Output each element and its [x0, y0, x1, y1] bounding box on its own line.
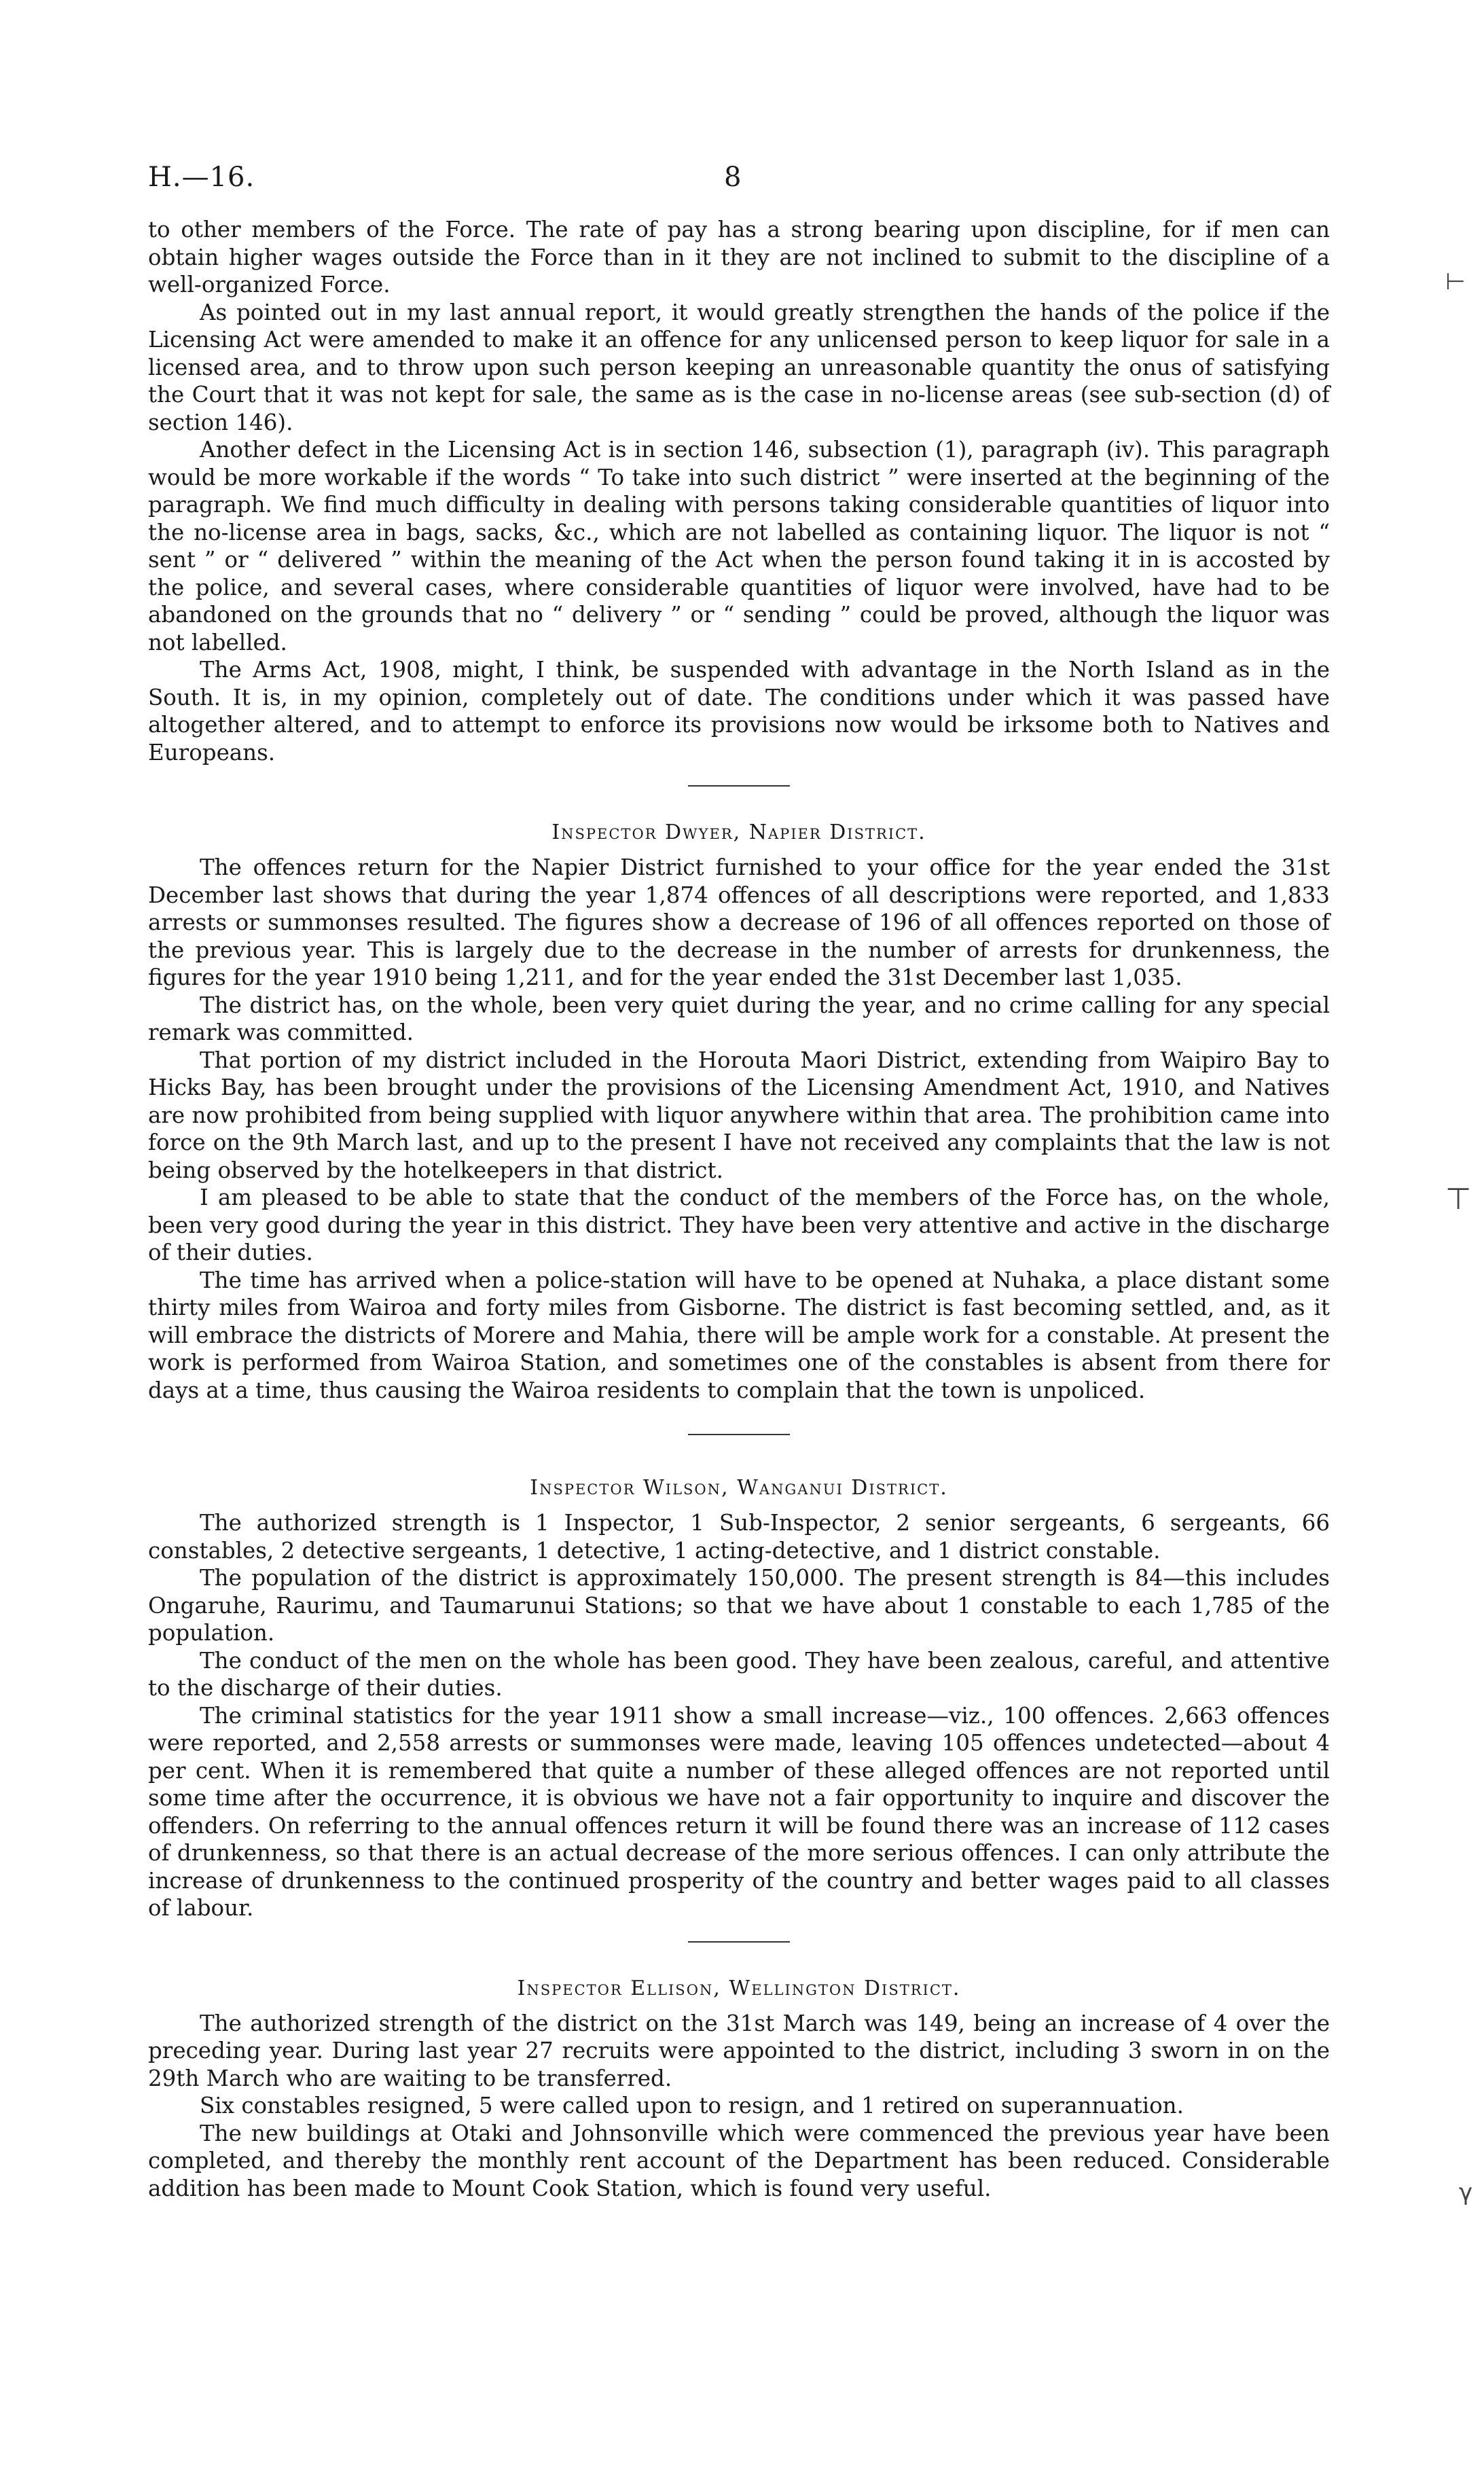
- binding-mark-icon: ⊤: [1445, 1182, 1472, 1216]
- binding-mark-icon: ⊢: [1445, 268, 1466, 295]
- section-napier: [148, 820, 1330, 1404]
- document-page: [148, 162, 1330, 2202]
- paragraph: The population of the district is approximately 150,000. The present strength is 84—this includes Ongaruhe, Raurimu, and Taumarunui Stations; so that we have about 1 constable to each 1,785 of the population.: [148, 1565, 1330, 1646]
- paragraph: The district has, on the whole, been very quiet during the year, and no crime calling for any special remark was committed.: [148, 992, 1330, 1045]
- section-wanganui: [148, 1476, 1330, 1922]
- paragraph: The new buildings at Otaki and Johnsonville which were commenced the previous year have been completed, and thereby the monthly rent account of the Department has been reduced. Considerable addition has been made to Mount Cook Station, which is found very useful.: [148, 2120, 1330, 2201]
- section-heading: Inspector Wilson, Wanganui District.: [530, 1476, 948, 1500]
- paragraph: Another defect in the Licensing Act is in section 146, subsection (1), paragraph (iv). This paragraph would be more workable if the words “ To take into such district ” were inserted at the beginning of the paragraph. We find much difficulty in dealing with persons taking considerable quantities of liquor into the no-license area in bags, sacks, &c., which are not labelled as containing liquor. The liquor is not “ sent ” or “ delivered ” within the meaning of the Act when the person found taking it in is accosted by the police, and several cases, where considerable quantities of liquor were involved, have had to be abandoned on the grounds that no “ delivery ” or “ sending ” could be proved, although the liquor was not labelled.: [148, 437, 1330, 655]
- paragraph: The conduct of the men on the whole has been good. They have been zealous, careful, and attentive to the discharge of their duties.: [148, 1647, 1330, 1701]
- page-number: 8: [724, 162, 742, 193]
- binding-mark-icon: γ: [1459, 2179, 1473, 2206]
- paragraph: The criminal statistics for the year 1911 show a small increase—viz., 100 offences. 2,663 offences were reported, and 2,558 arrests or summonses were made, leaving 105 offences undetected—about 4 per cent. When it is remembered that quite a number of these alleged offences are not reported until some time after the occurrence, it is obvious we have not a fair opportunity to inquire and discover the offenders. On referring to the annual offences return it will be found there was an increase of 112 cases of drunkenness, so that there is an actual decrease of the more serious offences. I can only attribute the increase of drunkenness to the continued prosperity of the country and better wages paid to all classes of labour.: [148, 1702, 1330, 1921]
- paragraph: The authorized strength is 1 Inspector, 1 Sub-Inspector, 2 senior sergeants, 6 sergeants, 66 constables, 2 detective sergeants, 1 detective, 1 acting-detective, and 1 district constable.: [148, 1510, 1330, 1564]
- section-heading: Inspector Dwyer, Napier District.: [551, 820, 926, 844]
- paragraph: I am pleased to be able to state that the conduct of the members of the Force has, on the whole, been very good during the year in this district. They have been very attentive and active in the discharge of their duties.: [148, 1185, 1330, 1265]
- paragraph: Six constables resigned, 5 were called upon to resign, and 1 retired on superannuation.: [200, 2093, 1184, 2118]
- paragraph: to other members of the Force. The rate of pay has a strong bearing upon discipline, for if men can obtain higher wages outside the Force than in it they are not inclined to submit to the discipline of a well-organized Force.: [148, 217, 1330, 297]
- section-wellington: [148, 1977, 1330, 2203]
- section-heading: Inspector Ellison, Wellington District.: [517, 1976, 961, 2000]
- section-continued: [148, 216, 1330, 766]
- paragraph: The Arms Act, 1908, might, I think, be suspended with advantage in the North Island as in the South. It is, in my opinion, completely out of date. The conditions under which it was passed have altogether altered, and to attempt to enforce its provisions now would be irksome both to Natives and Europeans.: [148, 657, 1330, 765]
- report-reference: H.—16.: [148, 162, 255, 193]
- paragraph: That portion of my district included in the Horouta Maori District, extending from Waipiro Bay to Hicks Bay, has been brought under the provisions of the Licensing Amendment Act, 1910, and Natives are now prohibited from being supplied with liquor anywhere within that area. The prohibition came into force on the 9th March last, and up to the present I have not received any complaints that the law is not being observed by the hotelkeepers in that district.: [148, 1047, 1330, 1183]
- paragraph: As pointed out in my last annual report, it would greatly strengthen the hands of the police if the Licensing Act were amended to make it an offence for any unlicensed person to keep liquor for sale in a licensed area, and to throw upon such person keeping an unreasonable quantity the onus of satisfying the Court that it was not kept for sale, the same as is the case in no-license areas (see sub-section (d) of section 146).: [148, 299, 1330, 435]
- paragraph: The offences return for the Napier District furnished to your office for the year ended the 31st December last shows that during the year 1,874 offences of all descriptions were reported, and 1,833 arrests or summonses resulted. The figures show a decrease of 196 of all offences reported on those of the previous year. This is largely due to the decrease in the number of arrests for drunkenness, the figures for the year 1910 being 1,211, and for the year ended the 31st December last 1,035.: [148, 854, 1330, 990]
- page-header: [148, 162, 1330, 216]
- paragraph: The authorized strength of the district on the 31st March was 149, being an increase of 4 over the preceding year. During last year 27 recruits were appointed to the district, including 3 sworn in on the 29th March who are waiting to be transferred.: [148, 2010, 1330, 2091]
- paragraph: The time has arrived when a police-station will have to be opened at Nuhaka, a place distant some thirty miles from Wairoa and forty miles from Gisborne. The district is fast becoming settled, and, as it will embrace the districts of Morere and Mahia, there will be ample work for a constable. At present the work is performed from Wairoa Station, and sometimes one of the constables is absent from there for days at a time, thus causing the Wairoa residents to complain that the town is unpoliced.: [148, 1267, 1330, 1403]
